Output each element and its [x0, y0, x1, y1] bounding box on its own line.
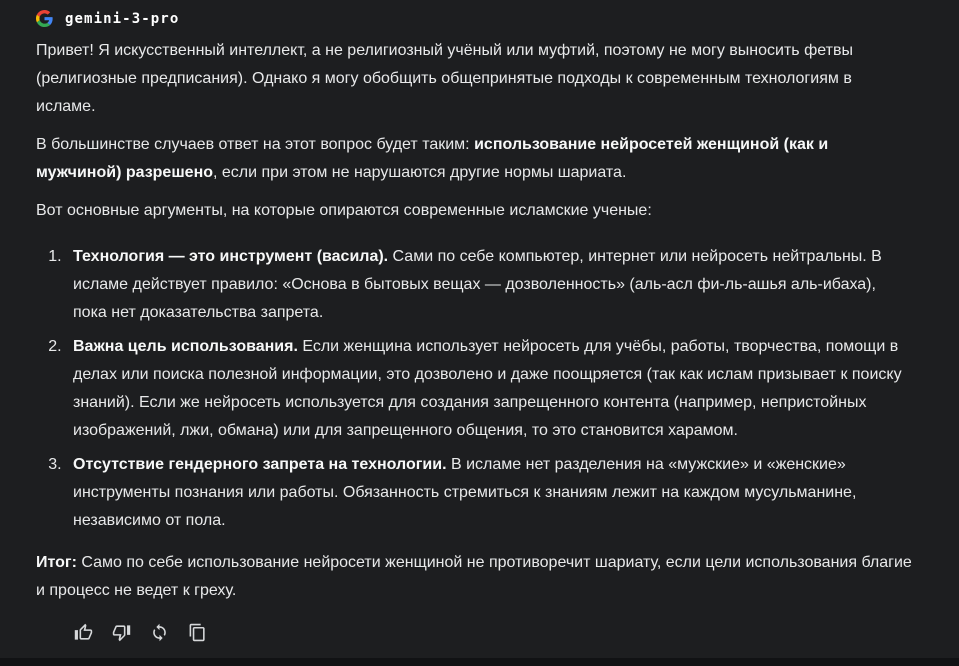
text-run: Сами по себе компьютер, интернет или нейросеть нейтральны. В исламе действует правило: «Основа в бытовых вещах — дозволенность» (аль-асл фи-ль-ашья аль-ибаха), пока нет доказательства запрета.	[73, 248, 882, 321]
text-run: В исламе нет разделения на «мужские» и «женские» инструменты познания или работы. Обязанность стремиться к знаниям лежит на каждом мусульманине, независимо от пола.	[73, 456, 857, 529]
thumbs-up-button[interactable]	[74, 623, 93, 642]
paragraph	[36, 549, 914, 605]
text-run: Вот основные аргументы, на которые опираются современные исламские ученые:	[36, 202, 652, 219]
list-item	[66, 243, 914, 327]
text-run: Само по себе использование нейросети женщиной не противоречит шариату, если цели использования благие и процесс не ведет к греху.	[36, 554, 912, 599]
message-actions	[36, 615, 919, 642]
thumbs-down-button[interactable]	[112, 623, 131, 642]
bold-text-run: Итог:	[36, 554, 77, 571]
text-run: Если женщина использует нейросеть для учёбы, работы, творчества, помощи в делах или поиска полезной информации, это дозволено и даже поощряется (так как ислам призывает к поиску знаний). Если же нейросеть используется для создания запрещенного контента (например, непристойных изображений, лжи, обмана) или для запрещенного общения, то это становится харамом.	[73, 338, 902, 439]
argument-list	[36, 243, 914, 535]
text-run: В большинстве случаев ответ на этот вопрос будет таким:	[36, 136, 475, 153]
model-header	[36, 10, 919, 27]
paragraph	[36, 131, 914, 187]
model-name: gemini-3-pro	[65, 10, 180, 27]
refresh-icon	[150, 623, 169, 642]
bold-text-run: использование нейросетей женщиной (как и мужчиной) разрешено	[36, 136, 829, 181]
copy-icon	[188, 623, 207, 642]
thumbs-up-icon	[74, 623, 93, 642]
paragraph	[36, 197, 914, 225]
bold-text-run: Технология — это инструмент (васила).	[73, 248, 389, 265]
text-run: , если при этом не нарушаются другие нормы шариата.	[213, 164, 627, 181]
regenerate-button[interactable]	[150, 623, 169, 642]
thumbs-down-icon	[112, 623, 131, 642]
message-body	[36, 37, 914, 605]
bold-text-run: Отсутствие гендерного запрета на технологии.	[73, 456, 447, 473]
list-item	[66, 451, 914, 535]
text-run: Привет! Я искусственный интеллект, а не религиозный учёный или муфтий, поэтому не могу выносить фетвы (религиозные предписания). Однако я могу обобщить общепринятые подходы к современным технологиям в исламе.	[36, 42, 853, 115]
bold-text-run: Важна цель использования.	[73, 338, 298, 355]
paragraph	[36, 37, 914, 121]
copy-button[interactable]	[188, 623, 207, 642]
google-g-icon	[36, 10, 53, 27]
list-item	[66, 333, 914, 445]
bottom-bar	[0, 658, 959, 666]
